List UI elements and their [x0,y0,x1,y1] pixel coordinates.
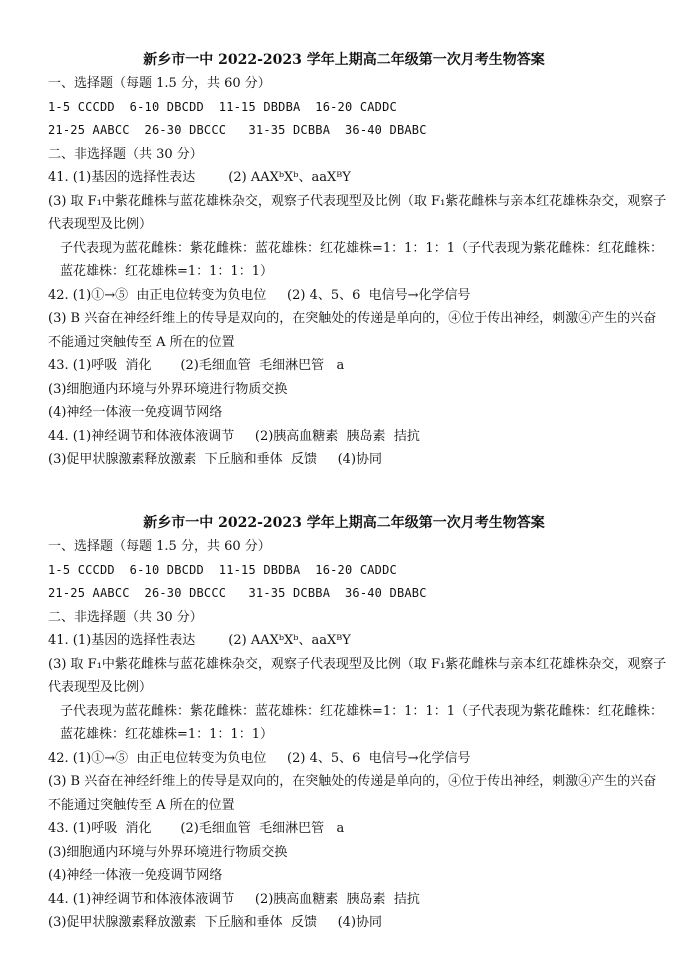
answer-42-part-3: (3) B 兴奋在神经纤维上的传导是双向的，在突触处的传递是单向的，④位于传出神经，刺激④产生的兴奋不能通过突触传至 A 所在的位置 [48,311,657,350]
answer-43-part-4: (4)神经一体液一免疫调节网络 [48,868,223,883]
answer-44-part-1-2: 44. (1)神经调节和体液体液调节 (2)胰高血糖素 胰岛素 拮抗 [48,428,420,444]
answer-44-part-3-4: (3)促甲状腺激素释放激素 下丘脑和垂体 反馈 (4)协同 [48,452,383,467]
choice-answers-row-1: 1-5 CCCDD 6-10 DBCDD 11-15 DBDBA 16-20 CADDC [48,562,397,577]
answer-42-part-1-2: 42. (1)①→⑤ 由正电位转变为负电位 (2) 4、5、6 电信号→化学信号 [48,287,471,303]
answer-41-part-1-2: 41. (1)基因的选择性表达 (2) AAXᵇXᵇ、aaXᴮY [48,633,351,648]
section-heading-nonchoice: 二、非选择题（共 30 分） [48,609,203,625]
answer-sheet-bottom [0,511,688,935]
answer-42-part-3: (3) B 兴奋在神经纤维上的传导是双向的，在突触处的传递是单向的，④位于传出神经，刺激④产生的兴奋不能通过突触传至 A 所在的位置 [48,774,657,813]
choice-answers-row-2: 21-25 AABCC 26-30 DBCCC 31-35 DCBBA 36-40 DBABC [48,586,427,600]
choice-answers-row-2: 21-25 AABCC 26-30 DBCCC 31-35 DCBBA 36-40 DBABC [48,123,427,137]
answer-43-part-3: (3)细胞通内环境与外界环境进行物质交换 [48,844,288,860]
answer-sheet-top [0,48,688,472]
answer-43-part-1-2: 43. (1)呼吸 消化 (2)毛细血管 毛细淋巴管 a [48,358,345,373]
answer-41-part-3: (3) 取 F₁中紫花雌株与蓝花雄株杂交，观察子代表现型及比例（取 F₁紫花雌株与亲本红花雄株杂交，观察子代表现型及比例） [48,656,667,695]
answer-43-part-3: (3)细胞通内环境与外界环境进行物质交换 [48,381,288,397]
answer-41-part-3-result: 子代表现为蓝花雌株：紫花雌株：蓝花雄株：红花雄株=1：1：1：1（子代表现为紫花雌株：红花雌株：蓝花雄株：红花雄株=1：1：1：1） [60,703,663,742]
answer-44-part-1-2: 44. (1)神经调节和体液体液调节 (2)胰高血糖素 胰岛素 拮抗 [48,891,420,907]
answer-41-part-3-result: 子代表现为蓝花雌株：紫花雌株：蓝花雄株：红花雄株=1：1：1：1（子代表现为紫花雌株：红花雌株：蓝花雄株：红花雄株=1：1：1：1） [60,240,663,279]
answer-43-part-1-2: 43. (1)呼吸 消化 (2)毛细血管 毛细淋巴管 a [48,821,345,836]
answer-43-part-4: (4)神经一体液一免疫调节网络 [48,405,223,420]
answer-41-part-1-2: 41. (1)基因的选择性表达 (2) AAXᵇXᵇ、aaXᴮY [48,170,351,185]
section-heading-choice: 一、选择题（每题 1.5 分，共 60 分） [48,539,271,554]
answer-41-part-3: (3) 取 F₁中紫花雌株与蓝花雄株杂交，观察子代表现型及比例（取 F₁紫花雌株与亲本红花雄株杂交，观察子代表现型及比例） [48,193,667,232]
answer-42-part-1-2: 42. (1)①→⑤ 由正电位转变为负电位 (2) 4、5、6 电信号→化学信号 [48,750,471,766]
section-heading-nonchoice: 二、非选择题（共 30 分） [48,146,203,162]
section-heading-choice: 一、选择题（每题 1.5 分，共 60 分） [48,76,271,91]
document-title: 新乡市一中 2022-2023 学年上期高二年级第一次月考生物答案 [143,52,545,68]
answer-44-part-3-4: (3)促甲状腺激素释放激素 下丘脑和垂体 反馈 (4)协同 [48,915,383,930]
document-title: 新乡市一中 2022-2023 学年上期高二年级第一次月考生物答案 [143,515,545,531]
choice-answers-row-1: 1-5 CCCDD 6-10 DBCDD 11-15 DBDBA 16-20 CADDC [48,99,397,114]
